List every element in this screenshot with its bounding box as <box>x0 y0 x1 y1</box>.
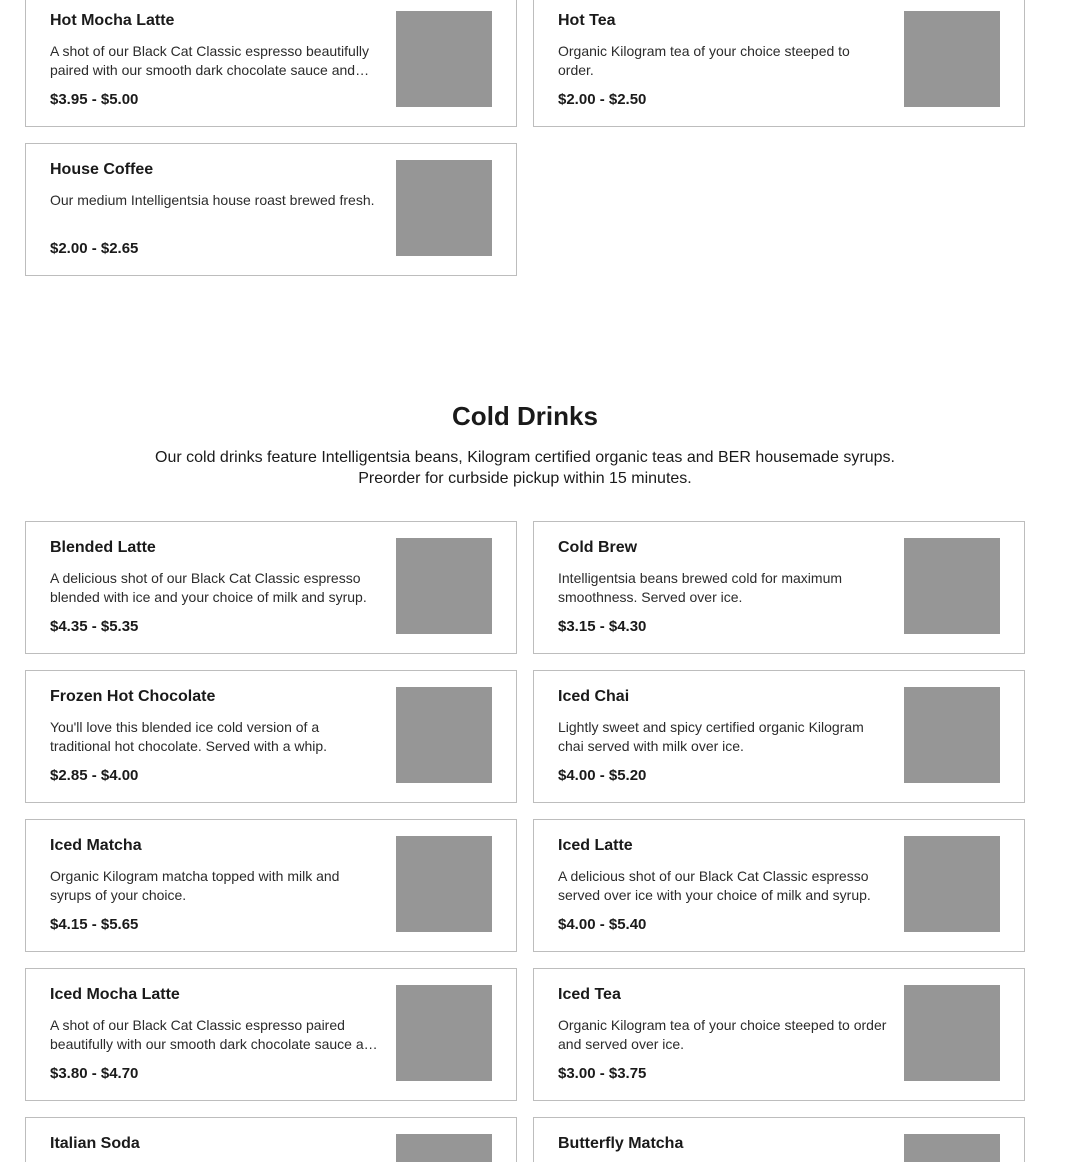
item-description: A shot of our Black Cat Classic espresso paired beautifully with our smooth dark chocolate sauce and <box>50 1017 380 1052</box>
item-name: Iced Chai <box>558 688 630 705</box>
menu-item-card[interactable] <box>25 819 517 952</box>
section-description-line: Preorder for curbside pickup within 15 minutes. <box>358 470 692 487</box>
item-image <box>904 687 1000 783</box>
item-description: Organic Kilogram tea of your choice steeped to order. <box>558 43 850 78</box>
section-description-line: Our cold drinks feature Intelligentsia beans, Kilogram certified organic teas and BER housemade syrups. <box>155 449 895 466</box>
section-description <box>0 447 1050 489</box>
item-price: $2.00 - $2.50 <box>558 91 647 108</box>
item-image <box>904 11 1000 107</box>
item-price: $2.00 - $2.65 <box>50 240 139 257</box>
item-price: $4.15 - $5.65 <box>50 916 139 933</box>
item-description: Organic Kilogram tea of your choice steeped to order and served over ice. <box>558 1017 887 1052</box>
item-image <box>396 687 492 783</box>
item-image <box>396 160 492 256</box>
item-description: Intelligentsia beans brewed cold for maximum smoothness. Served over ice. <box>558 570 843 605</box>
item-name: Italian Soda <box>50 1135 140 1152</box>
item-name: Iced Latte <box>558 837 633 854</box>
item-description: Lightly sweet and spicy certified organic Kilogram chai served with milk over ice. <box>558 719 864 754</box>
item-name: Hot Tea <box>558 12 616 29</box>
menu-item-card[interactable] <box>533 670 1025 803</box>
item-name: Iced Matcha <box>50 837 142 854</box>
item-image <box>904 836 1000 932</box>
item-price: $4.00 - $5.20 <box>558 767 647 784</box>
item-name: Butterfly Matcha <box>558 1135 684 1152</box>
menu-item-card[interactable] <box>25 1117 517 1162</box>
item-image <box>396 985 492 1081</box>
cold-drinks-grid <box>25 521 1025 1162</box>
item-price: $3.15 - $4.30 <box>558 618 647 635</box>
item-description: A delicious shot of our Black Cat Classic espresso served over ice with your choice of milk and syrup. <box>558 868 871 903</box>
item-price: $3.80 - $4.70 <box>50 1065 139 1082</box>
item-description: A shot of our Black Cat Classic espresso beautifully paired with our smooth dark chocolate sauce and <box>50 43 370 78</box>
item-price: $3.00 - $3.75 <box>558 1065 647 1082</box>
menu-item-card[interactable] <box>25 521 517 654</box>
item-name: Cold Brew <box>558 539 638 556</box>
item-image <box>396 538 492 634</box>
item-image <box>396 836 492 932</box>
item-name: Blended Latte <box>50 539 156 556</box>
item-price: $3.95 - $5.00 <box>50 91 139 108</box>
item-name: Frozen Hot Chocolate <box>50 688 216 705</box>
item-price: $2.85 - $4.00 <box>50 767 139 784</box>
item-image <box>904 1134 1000 1162</box>
item-image <box>904 985 1000 1081</box>
item-description: You'll love this blended ice cold version of a traditional hot chocolate. Served with a whip. <box>50 719 328 754</box>
hot-drinks-grid <box>25 0 1025 276</box>
menu-item-card[interactable] <box>533 968 1025 1101</box>
item-name: Iced Tea <box>558 986 621 1003</box>
section-title: Cold Drinks <box>452 401 598 431</box>
menu-item-card[interactable] <box>25 968 517 1101</box>
item-image <box>904 538 1000 634</box>
item-description: Organic Kilogram matcha topped with milk and syrups of your choice. <box>50 868 340 903</box>
item-description: Our medium Intelligentsia house roast brewed fresh. <box>50 192 375 208</box>
menu-item-card[interactable] <box>533 521 1025 654</box>
item-name: House Coffee <box>50 161 154 178</box>
item-name: Iced Mocha Latte <box>50 986 180 1003</box>
item-image <box>396 11 492 107</box>
menu-item-card[interactable] <box>25 143 517 276</box>
menu-item-card[interactable] <box>533 819 1025 952</box>
item-price: $4.00 - $5.40 <box>558 916 647 933</box>
menu-item-card[interactable] <box>533 0 1025 127</box>
menu-item-card[interactable] <box>533 1117 1025 1162</box>
item-price: $4.35 - $5.35 <box>50 618 139 635</box>
menu-item-card[interactable] <box>25 670 517 803</box>
item-name: Hot Mocha Latte <box>50 12 175 29</box>
item-description: A delicious shot of our Black Cat Classic espresso blended with ice and your choice of milk and syrup. <box>50 570 367 605</box>
menu-item-card[interactable] <box>25 0 517 127</box>
item-image <box>396 1134 492 1162</box>
